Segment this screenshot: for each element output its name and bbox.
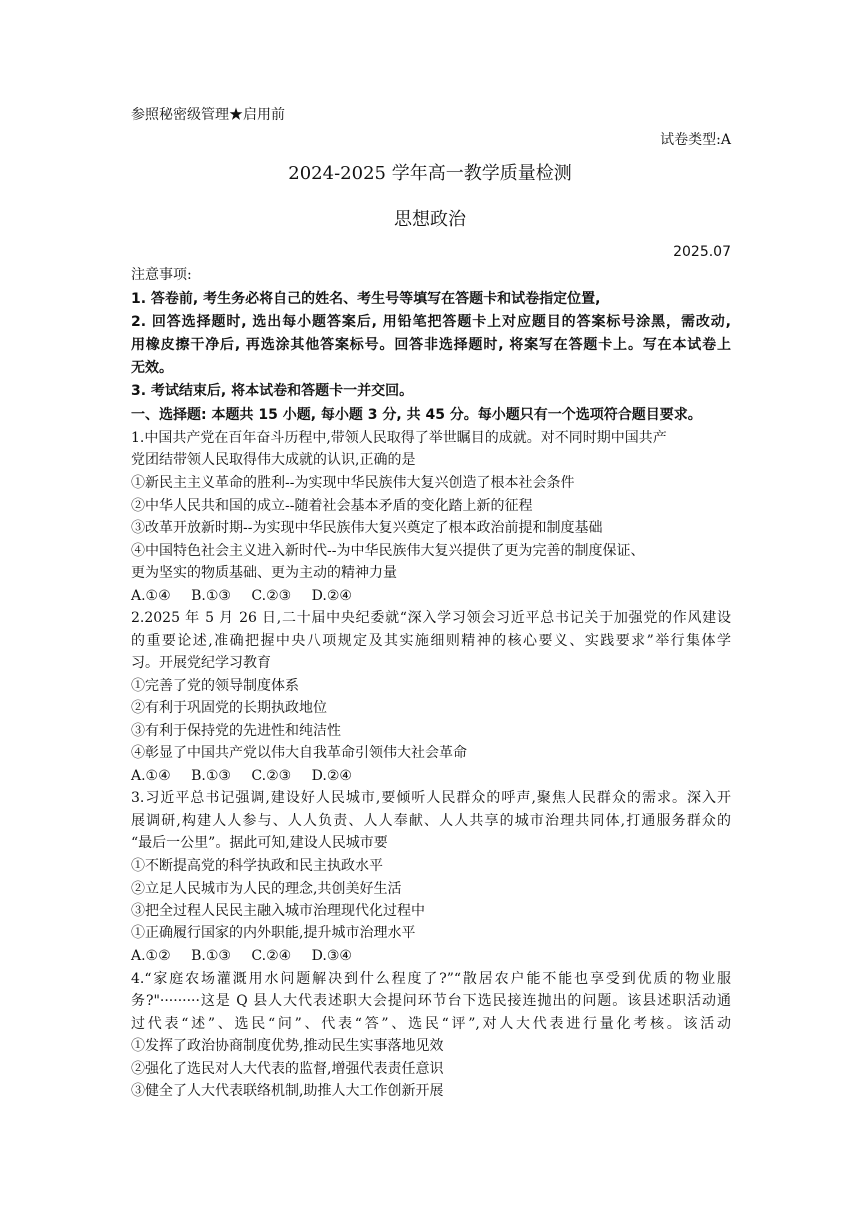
q2-statement-4: ④彰显了中国共产党以伟大自我革命引领伟大社会革命 [131, 745, 467, 761]
q2-stem-line-3: 习。开展党纪学习教育 [131, 655, 271, 671]
exam-date: 2025.07 [673, 244, 731, 260]
note-2-line-2: 用橡皮擦干净后, 再选涂其他答案标号。回答非选择题时, 将案写在答题卡上。写在本试卷上 [131, 337, 731, 353]
q2-stem-line-1: 2.2025 年 5 月 26 日,二十届中央纪委就“深入学习领会习近平总书记关于加强党的作风建设 [131, 610, 731, 626]
q2-option-c: C.②③ [251, 768, 292, 784]
q1-stem-line-1: 1.中国共产党在百年奋斗历程中,带领人民取得了举世瞩目的成就。对不同时期中国共产 [131, 430, 667, 446]
q1-options [131, 587, 731, 605]
q3-stem-line-1: 3.习近平总书记强调,建设好人民城市,要倾听人民群众的呼声,聚焦人民群众的需求。深入开 [131, 790, 731, 806]
q3-option-c: C.②④ [251, 948, 292, 964]
q4-stem-line-3: 过代表“述”、选民“问”、代表“答”、选民“评”,对人大代表进行量化考核。该活动 [131, 1016, 731, 1032]
q2-statement-3: ③有利于保持党的先进性和纯洁性 [131, 723, 341, 739]
paper-type-label: 试卷类型:A [660, 132, 731, 148]
exam-title: 2024-2025 学年高一教学质量检测 [288, 163, 572, 184]
q2-statement-1: ①完善了党的领导制度体系 [131, 678, 299, 694]
q2-options [131, 767, 731, 785]
q1-option-c: C.②③ [251, 588, 292, 604]
note-2-line-3: 无效。 [131, 360, 173, 376]
q3-option-a: A.①② [131, 948, 171, 964]
q1-statement-2: ②中华人民共和国的成立--随着社会基本矛盾的变化踏上新的征程 [131, 498, 533, 514]
q3-statement-4: ①正确履行国家的内外职能,提升城市治理水平 [131, 925, 416, 941]
q1-statement-4-line-2: 更为坚实的物质基础、更为主动的精神力量 [131, 565, 397, 581]
q3-option-b: B.①③ [191, 948, 231, 964]
q4-statement-2: ②强化了选民对人大代表的监督,增强代表责任意识 [131, 1061, 444, 1077]
q1-statement-3: ③改革开放新时期--为实现中华民族伟大复兴奠定了根本政治前提和制度基础 [131, 520, 603, 536]
note-2-line-1: 2. 回答选择题时, 选出每小题答案后, 用铅笔把答题卡上对应题目的答案标号涂黑，需改动, [131, 314, 731, 330]
q3-stem-line-2: 展调研,构建人人参与、人人负责、人人奉献、人人共享的城市治理共同体,打通服务群众的 [131, 813, 731, 829]
notes-heading: 注意事项: [131, 267, 192, 283]
secrecy-label: 参照秘密级管理★启用前 [131, 107, 285, 123]
q3-statement-2: ②立足人民城市为人民的理念,共创美好生活 [131, 881, 402, 897]
note-1: 1. 答卷前, 考生务必将自己的姓名、考生号等填写在答题卡和试卷指定位置, [131, 291, 601, 307]
q1-option-d: D.②④ [311, 588, 352, 604]
q2-option-a: A.①④ [131, 768, 171, 784]
q4-statement-3: ③健全了人大代表联络机制,助推人大工作创新开展 [131, 1083, 444, 1099]
q3-statement-3: ③把全过程人民民主融入城市治理现代化过程中 [131, 903, 425, 919]
q1-option-a: A.①④ [131, 588, 171, 604]
q2-option-d: D.②④ [311, 768, 352, 784]
q2-option-b: B.①③ [191, 768, 231, 784]
q3-options [131, 947, 731, 965]
q3-statement-1: ①不断提高党的科学执政和民主执政水平 [131, 858, 383, 874]
q2-statement-2: ②有利于巩固党的长期执政地位 [131, 700, 327, 716]
q1-statement-1: ①新民主主义革命的胜利--为实现中华民族伟大复兴创造了根本社会条件 [131, 475, 575, 491]
subject-title: 思想政治 [394, 209, 466, 230]
q4-stem-line-2: 务?"·········这是 Q 县人大代表述职大会提问环节台下选民接连抛出的问题。该县述职活动通 [131, 993, 731, 1009]
q1-statement-4-line-1: ④中国特色社会主义进入新时代--为中华民族伟大复兴提供了更为完善的制度保证、 [131, 543, 645, 559]
q1-stem-line-2: 党团结带领人民取得伟大成就的认识,正确的是 [131, 452, 416, 468]
q1-option-b: B.①③ [191, 588, 231, 604]
q4-stem-line-1: 4.“家庭农场灌溉用水问题解决到什么程度了?”“散居农户能不能也享受到优质的物业服 [131, 971, 731, 987]
q2-stem-line-2: 的重要论述,准确把握中央八项规定及其实施细则精神的核心要义、实践要求”举行集体学 [131, 633, 731, 649]
q3-option-d: D.③④ [311, 948, 352, 964]
q4-statement-1: ①发挥了政治协商制度优势,推动民生实事落地见效 [131, 1038, 444, 1054]
q3-stem-line-3: “最后一公里”。据此可知,建设人民城市要 [131, 835, 388, 851]
note-3: 3. 考试结束后, 将本试卷和答题卡一并交回。 [131, 383, 414, 399]
section-1-heading: 一、选择题: 本题共 15 小题, 每小题 3 分, 共 45 分。每小题只有一个选项符合题目要求。 [131, 407, 702, 423]
